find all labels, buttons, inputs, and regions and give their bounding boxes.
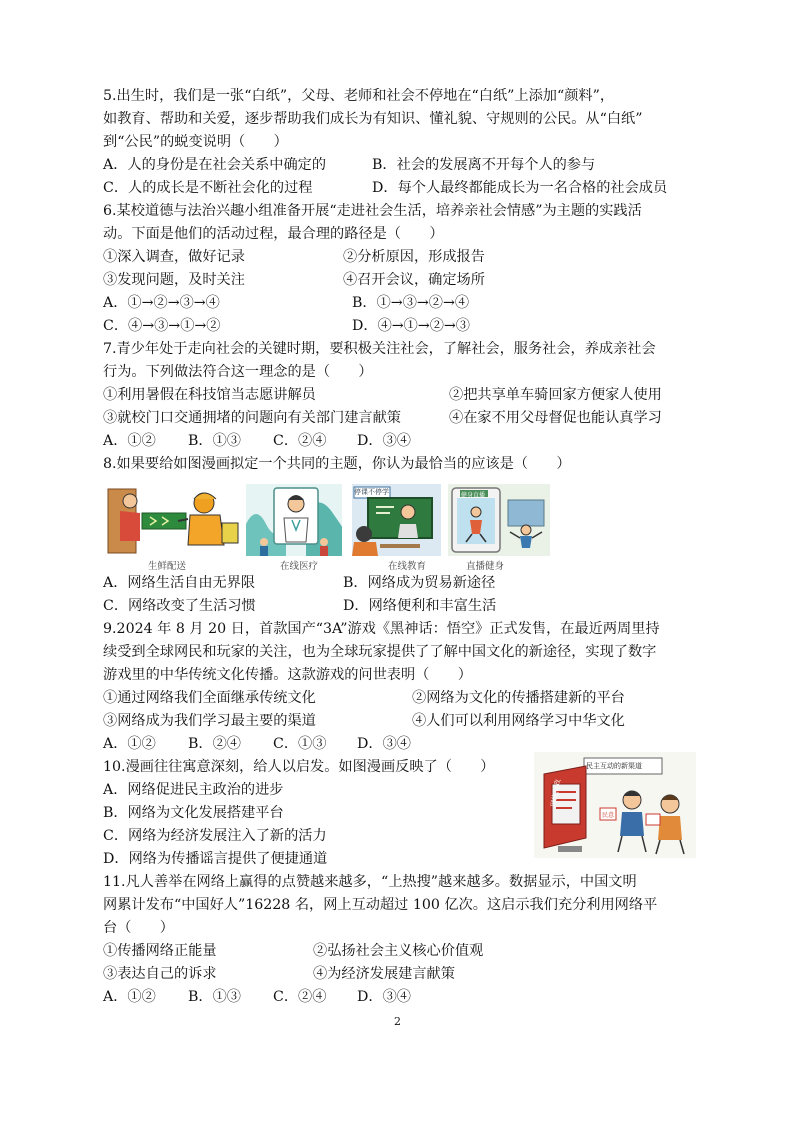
q11-item-1: ①传播网络正能量 bbox=[103, 943, 217, 959]
q6-item-3: ③发现问题，及时关注 bbox=[103, 272, 245, 288]
comic-sign-1: 停课不停学 bbox=[354, 488, 389, 496]
q6-option-c: C．④→③→①→② bbox=[103, 318, 221, 334]
q8-option-d: D．网络便利和丰富生活 bbox=[343, 598, 497, 614]
page-number: 2 bbox=[394, 1015, 401, 1028]
q6-item-1: ①深入调查，做好记录 bbox=[103, 249, 245, 265]
q5-stem-line-3: 到“公民”的蜕变说明（ ） bbox=[103, 134, 288, 150]
q7-item-2: ②把共享单车骑回家方便家人使用 bbox=[449, 387, 662, 403]
q7-option-c: C．②④ bbox=[273, 433, 327, 449]
q5-option-c: C．人的成长是不断社会化的过程 bbox=[103, 180, 313, 196]
q9-option-d: D．③④ bbox=[357, 736, 411, 752]
q11-item-3: ③表达自己的诉求 bbox=[103, 966, 217, 982]
q6-item-4: ④召开会议，确定场所 bbox=[343, 272, 485, 288]
q8-option-b: B．网络成为贸易新途径 bbox=[343, 575, 496, 591]
q10-option-a: A．网络促进民主政治的进步 bbox=[103, 782, 284, 798]
q5-stem-line-1: 5.出生时，我们是一张“白纸”，父母、老师和社会不停地在“白纸”上添加“颜料”， bbox=[103, 88, 615, 104]
q11-stem-line-1: 11.凡人善举在网络上赢得的点赞越来越多，“上热搜”越来越多。数据显示，中国文明 bbox=[103, 874, 637, 890]
q9-stem-line-3: 游戏里的中华传统文化传播。这款游戏的问世表明（ ） bbox=[103, 667, 472, 683]
q11-stem-line-3: 台（ ） bbox=[103, 920, 174, 936]
q7-option-b: B．①③ bbox=[188, 433, 241, 449]
q9-stem-line-2: 续受到全球网民和玩家的关注，也为全球玩家提供了了解中国文化的新途径，实现了数字 bbox=[103, 644, 657, 660]
q5-option-a: A．人的身份是在社会关系中确定的 bbox=[103, 157, 327, 173]
q6-option-d: D．④→①→②→③ bbox=[352, 318, 470, 334]
comic-caption-2: 在线医疗 bbox=[280, 561, 319, 572]
q7-stem-line-1: 7.青少年处于走向社会的关键时期，要积极关注社会，了解社会，服务社会，养成亲社会 bbox=[103, 341, 656, 357]
q9-item-1: ①通过网络我们全面继承传统文化 bbox=[103, 690, 316, 706]
comic-online-medical bbox=[246, 484, 342, 556]
q9-item-3: ③网络成为我们学习最主要的渠道 bbox=[103, 713, 316, 729]
comic-caption-1: 生鲜配送 bbox=[148, 561, 187, 572]
q10-option-c: C．网络为经济发展注入了新的活力 bbox=[103, 828, 327, 844]
q9-item-4: ④人们可以利用网络学习中华文化 bbox=[412, 713, 625, 729]
q8-stem-line-1: 8.如果要给如图漫画拟定一个共同的主题，你认为最恰当的应该是（ ） bbox=[103, 456, 571, 472]
q6-item-2: ②分析原因，形成报告 bbox=[343, 249, 485, 265]
q11-option-a: A．①② bbox=[103, 989, 156, 1005]
q9-option-a: A．①② bbox=[103, 736, 156, 752]
q8-option-a: A．网络生活自由无界限 bbox=[103, 575, 256, 591]
q7-stem-line-2: 行为。下列做法符合这一理念的是（ ） bbox=[103, 364, 373, 380]
q7-item-3: ③就校门口交通拥堵的问题向有关部门建言献策 bbox=[103, 410, 401, 426]
q6-stem-line-2: 动。下面是他们的活动过程，最合理的路径是（ ） bbox=[103, 226, 444, 242]
q11-item-4: ④为经济发展建言献策 bbox=[313, 966, 455, 982]
q9-option-b: B．②④ bbox=[188, 736, 241, 752]
q5-stem-line-2: 如教育、帮助和关爱，逐步帮助我们成长为有知识、懂礼貌、守规则的公民。从“白纸” bbox=[103, 111, 643, 127]
q9-option-c: C．①③ bbox=[273, 736, 327, 752]
q11-stem-line-2: 网累计发布“中国好人”16228 名，网上互动超过 100 亿次。这启示我们充分利用网络平 bbox=[103, 897, 658, 913]
q9-stem-line-1: 9.2024 年 8 月 20 日，首款国产“3A”游戏《黑神话：悟空》正式发售，在最近两周里持 bbox=[103, 621, 660, 637]
q7-item-4: ④在家不用父母督促也能认真学习 bbox=[449, 410, 662, 426]
q10-stem-line-1: 10.漫画往往寓意深刻，给人以启发。如图漫画反映了（ ） bbox=[103, 759, 495, 775]
q7-option-d: D．③④ bbox=[357, 433, 411, 449]
q10-option-b: B．网络为文化发展搭建平台 bbox=[103, 805, 284, 821]
q6-option-a: A．①→②→③→④ bbox=[103, 295, 220, 311]
cartoon-screen-label: 网络问政 bbox=[549, 778, 563, 808]
cartoon-letter-label: 民意 bbox=[602, 812, 615, 819]
q8-option-c: C．网络改变了生活习惯 bbox=[103, 598, 256, 614]
comic-fresh-delivery bbox=[104, 483, 242, 557]
comic-caption-3: 在线教育 bbox=[388, 561, 427, 572]
q6-stem-line-1: 6.某校道德与法治兴趣小组准备开展“走进社会生活，培养亲社会情感”为主题的实践活 bbox=[103, 203, 642, 219]
comic-sign-2: 健身直播 bbox=[461, 492, 486, 499]
q6-option-b: B．①→③→②→④ bbox=[352, 295, 470, 311]
q7-item-1: ①利用暑假在科技馆当志愿讲解员 bbox=[103, 387, 316, 403]
q5-option-b: B．社会的发展离不开每个人的参与 bbox=[372, 157, 596, 173]
q7-option-a: A．①② bbox=[103, 433, 156, 449]
q11-option-c: C．②④ bbox=[273, 989, 327, 1005]
comic-caption-4: 直播健身 bbox=[466, 561, 505, 572]
q11-item-2: ②弘扬社会主义核心价值观 bbox=[313, 943, 484, 959]
q11-option-b: B．①③ bbox=[188, 989, 241, 1005]
cartoon-sign: 民主互动的新渠道 bbox=[586, 762, 642, 770]
q10-option-d: D．网络为传播谣言提供了便捷通道 bbox=[103, 851, 328, 867]
q9-item-2: ②网络为文化的传播搭建新的平台 bbox=[412, 690, 625, 706]
q11-option-d: D．③④ bbox=[357, 989, 411, 1005]
q5-option-d: D．每个人最终都能成长为一名合格的社会成员 bbox=[372, 180, 668, 196]
